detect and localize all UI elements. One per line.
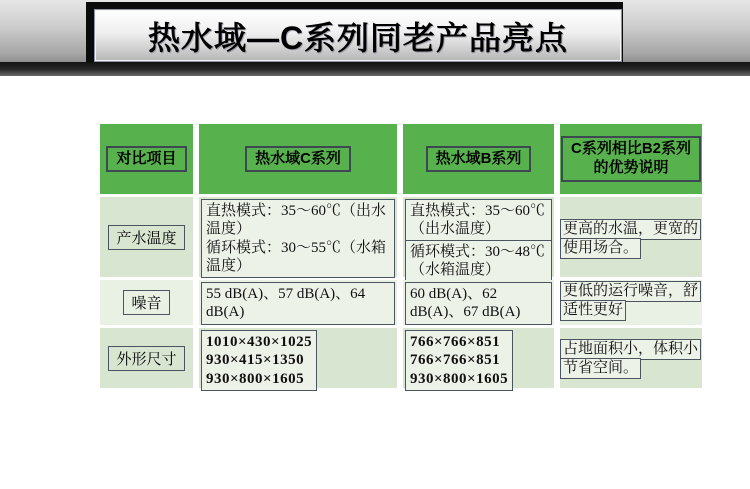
advantage-line: 适性更好 xyxy=(560,300,626,321)
dimension-line: 766×766×851 xyxy=(410,334,501,350)
advantage-text-box xyxy=(560,219,702,259)
dimension-line: 930×800×1605 xyxy=(206,370,305,387)
temp-text-box xyxy=(201,199,395,278)
advantage-line: 占地面积小，体积小 xyxy=(560,339,701,360)
temp-text-box: 循环模式：30～48℃（水箱温度） xyxy=(405,240,552,283)
advantage-text-box xyxy=(560,281,702,321)
header-label: C系列相比B2系列的优势说明 xyxy=(561,136,701,182)
c-series-temp-cell xyxy=(199,197,397,277)
header-cell-compare-item xyxy=(100,124,193,194)
advantage-temp-cell xyxy=(560,197,702,277)
noise-text-box: 60 dB(A)、62 dB(A)、67 dB(A) xyxy=(405,282,552,325)
comparison-table xyxy=(100,124,702,388)
temp-line: 循环模式：30～55℃（水箱温度） xyxy=(206,239,387,274)
header-label: 热水域B系列 xyxy=(426,146,532,173)
dims-text-box xyxy=(405,330,513,391)
header-cell-b-series xyxy=(403,124,554,194)
temp-text-box: 直热模式：35～60℃（出水温度） xyxy=(405,199,552,242)
c-series-dims-cell xyxy=(199,328,397,388)
header-cell-c-series xyxy=(199,124,397,194)
advantage-line: 使用场合。 xyxy=(560,238,641,259)
banner-divider-bar xyxy=(0,62,750,76)
advantage-line: 更低的运行噪音，舒 xyxy=(560,281,701,302)
b-series-noise-cell xyxy=(403,280,554,325)
advantage-dims-cell xyxy=(560,328,702,388)
dimension-line: 930×415×1350 xyxy=(206,352,305,369)
advantage-text-box xyxy=(560,339,702,379)
dimension-line: 766×766×851 xyxy=(410,352,501,369)
row-label-cell xyxy=(100,280,193,325)
row-label-cell xyxy=(100,328,193,388)
noise-text-box: 55 dB(A)、57 dB(A)、64 dB(A) xyxy=(201,282,395,325)
advantage-noise-cell xyxy=(560,280,702,325)
header-label: 热水域C系列 xyxy=(245,146,351,173)
row-label: 产水温度 xyxy=(108,225,184,250)
title-panel xyxy=(94,9,622,62)
row-label-cell xyxy=(100,197,193,277)
c-series-noise-cell xyxy=(199,280,397,325)
page-title: 热水域—C系列同老产品亮点 xyxy=(147,19,569,56)
dimension-line: 930×800×1605 xyxy=(410,370,509,387)
advantage-line: 更高的水温，更宽的 xyxy=(560,219,701,240)
header-cell-advantage xyxy=(560,124,702,194)
header-label: 对比项目 xyxy=(106,146,186,173)
dimension-line: 1010×430×1025 xyxy=(206,334,313,350)
b-series-dims-cell xyxy=(403,328,554,388)
row-label: 噪音 xyxy=(123,290,169,315)
temp-line: 直热模式：35～60℃（出水温度） xyxy=(206,203,387,238)
dims-text-box xyxy=(201,330,317,391)
b-series-temp-cell xyxy=(403,197,554,277)
advantage-line: 节省空间。 xyxy=(560,358,641,379)
row-label: 外形尺寸 xyxy=(108,346,184,371)
